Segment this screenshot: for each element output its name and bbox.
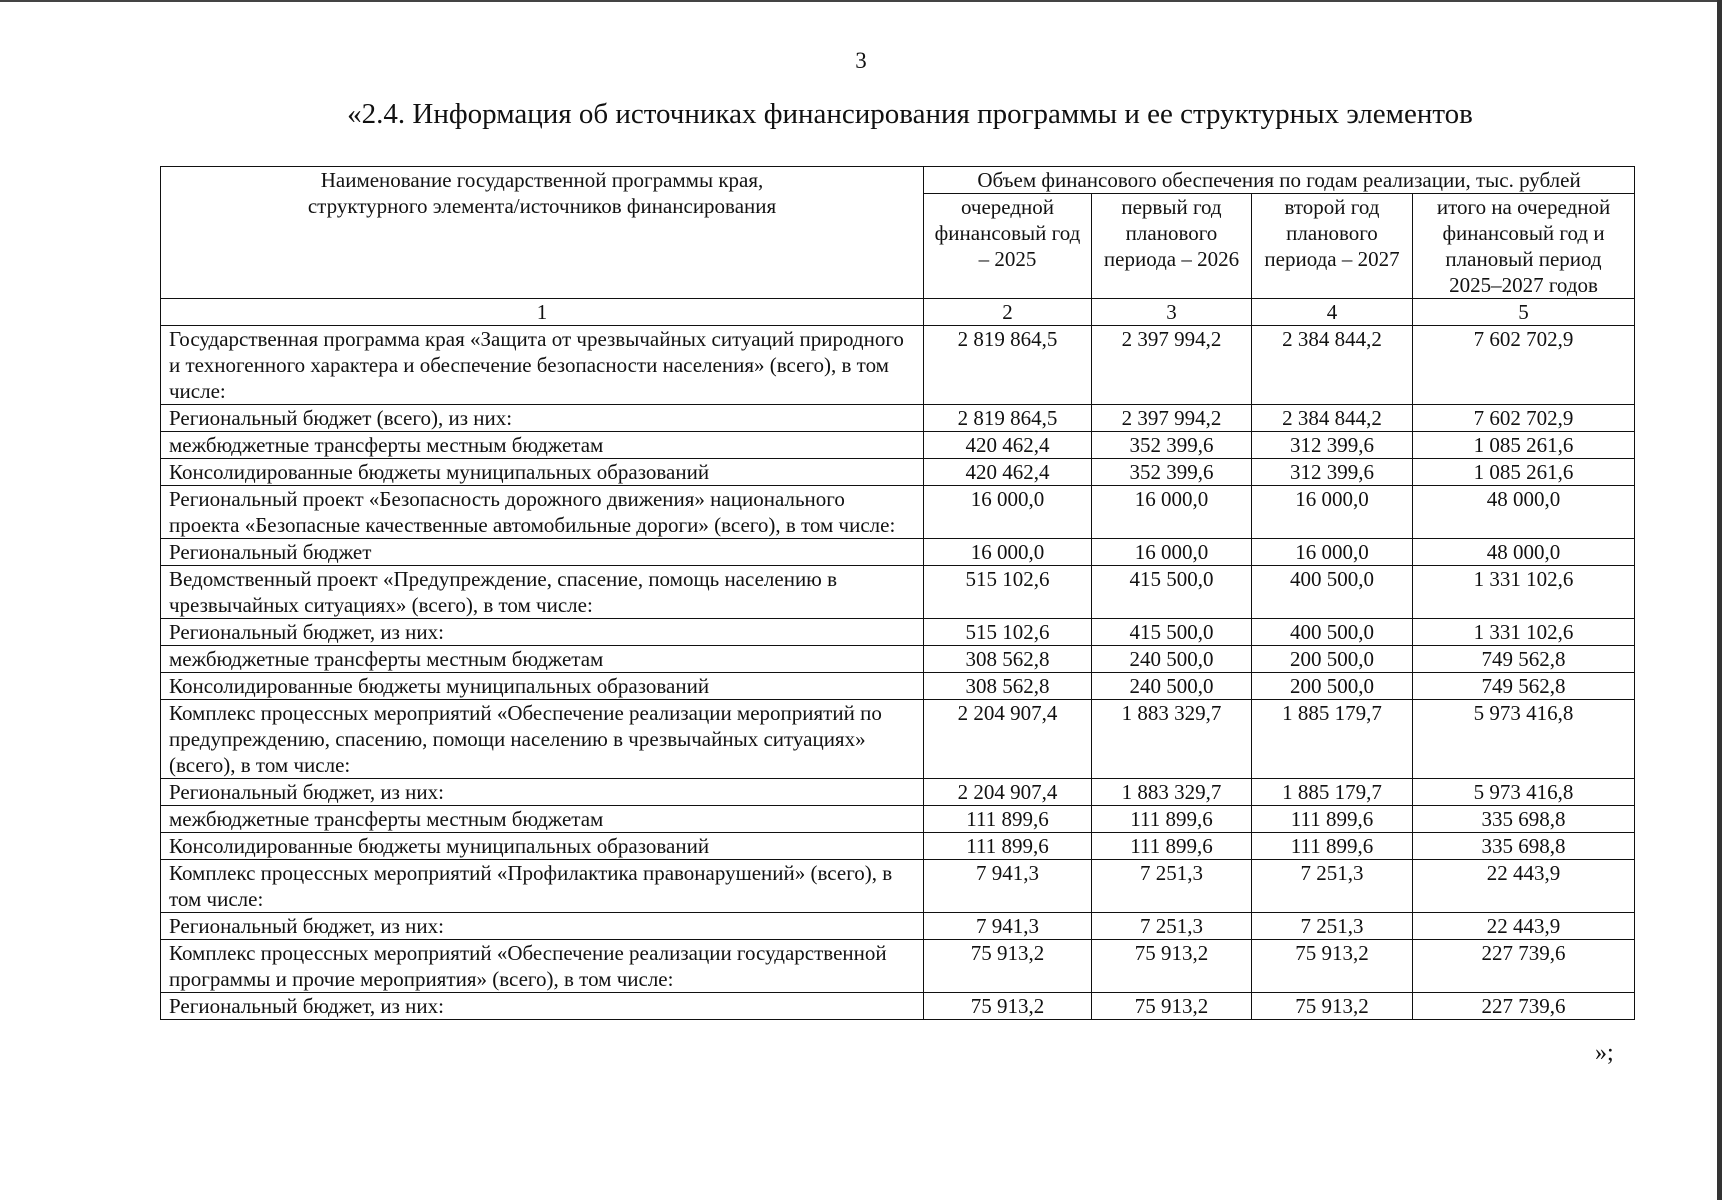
row-value-2026: 75 913,2 — [1092, 993, 1252, 1020]
col-number: 4 — [1252, 299, 1413, 326]
row-value-2026: 16 000,0 — [1092, 539, 1252, 566]
row-value-2026: 16 000,0 — [1092, 486, 1252, 539]
row-name: Комплекс процессных мероприятий «Обеспечение реализации государственной программы и прочие мероприятия» (всего), в том числе: — [161, 940, 924, 993]
row-value-2026: 240 500,0 — [1092, 646, 1252, 673]
row-value-2027: 400 500,0 — [1252, 566, 1413, 619]
row-value-2026: 7 251,3 — [1092, 860, 1252, 913]
row-value-2026: 415 500,0 — [1092, 619, 1252, 646]
row-value-total: 227 739,6 — [1413, 993, 1635, 1020]
row-value-2026: 415 500,0 — [1092, 566, 1252, 619]
row-value-2026: 1 883 329,7 — [1092, 779, 1252, 806]
row-value-2026: 1 883 329,7 — [1092, 700, 1252, 779]
row-value-total: 7 602 702,9 — [1413, 405, 1635, 432]
row-name: межбюджетные трансферты местным бюджетам — [161, 646, 924, 673]
row-value-2026: 111 899,6 — [1092, 833, 1252, 860]
row-value-2025: 2 819 864,5 — [924, 405, 1092, 432]
row-value-total: 5 973 416,8 — [1413, 779, 1635, 806]
row-value-2027: 2 384 844,2 — [1252, 326, 1413, 405]
table-row — [161, 700, 1635, 779]
financing-table — [160, 166, 1635, 1020]
row-value-total: 335 698,8 — [1413, 806, 1635, 833]
row-value-2025: 2 819 864,5 — [924, 326, 1092, 405]
row-value-2025: 420 462,4 — [924, 459, 1092, 486]
row-value-2025: 7 941,3 — [924, 913, 1092, 940]
row-value-2025: 515 102,6 — [924, 619, 1092, 646]
row-value-2026: 7 251,3 — [1092, 913, 1252, 940]
row-name: Региональный бюджет — [161, 539, 924, 566]
table-body — [161, 326, 1635, 1020]
row-value-2025: 75 913,2 — [924, 940, 1092, 993]
table-row — [161, 326, 1635, 405]
row-value-2026: 352 399,6 — [1092, 459, 1252, 486]
row-value-total: 48 000,0 — [1413, 486, 1635, 539]
header-name-col: Наименование государственной программы края, структурного элемента/источников финансирования — [161, 167, 924, 299]
row-value-total: 22 443,9 — [1413, 860, 1635, 913]
row-value-total: 7 602 702,9 — [1413, 326, 1635, 405]
row-name: межбюджетные трансферты местным бюджетам — [161, 806, 924, 833]
row-value-2025: 420 462,4 — [924, 432, 1092, 459]
row-value-2025: 111 899,6 — [924, 833, 1092, 860]
header-volume-group: Объем финансового обеспечения по годам реализации, тыс. рублей — [924, 167, 1635, 194]
table-row — [161, 779, 1635, 806]
row-value-total: 335 698,8 — [1413, 833, 1635, 860]
row-name: Региональный проект «Безопасность дорожного движения» национального проекта «Безопасные качественные автомобильные дороги» (всего), в том числе: — [161, 486, 924, 539]
table-row — [161, 993, 1635, 1020]
page-number: 3 — [855, 48, 867, 73]
row-value-total: 749 562,8 — [1413, 646, 1635, 673]
row-name: Региональный бюджет, из них: — [161, 913, 924, 940]
row-value-total: 227 739,6 — [1413, 940, 1635, 993]
row-value-2027: 200 500,0 — [1252, 646, 1413, 673]
row-name: Региональный бюджет, из них: — [161, 779, 924, 806]
column-number-row — [161, 299, 1635, 326]
row-value-2026: 240 500,0 — [1092, 673, 1252, 700]
row-value-2027: 200 500,0 — [1252, 673, 1413, 700]
row-name: Региональный бюджет, из них: — [161, 619, 924, 646]
table-row — [161, 860, 1635, 913]
row-value-total: 749 562,8 — [1413, 673, 1635, 700]
row-value-2025: 308 562,8 — [924, 673, 1092, 700]
row-value-2025: 111 899,6 — [924, 806, 1092, 833]
row-value-2025: 16 000,0 — [924, 486, 1092, 539]
row-name: Ведомственный проект «Предупреждение, спасение, помощь населению в чрезвычайных ситуациях» (всего), в том числе: — [161, 566, 924, 619]
row-value-total: 22 443,9 — [1413, 913, 1635, 940]
row-value-2027: 75 913,2 — [1252, 940, 1413, 993]
table-row — [161, 940, 1635, 993]
table-row — [161, 646, 1635, 673]
header-col-2027: второй год планового периода – 2027 — [1252, 194, 1413, 299]
row-value-2027: 400 500,0 — [1252, 619, 1413, 646]
table-row — [161, 833, 1635, 860]
table-row — [161, 566, 1635, 619]
row-value-total: 1 085 261,6 — [1413, 459, 1635, 486]
row-value-2027: 312 399,6 — [1252, 459, 1413, 486]
row-name: Комплекс процессных мероприятий «Обеспечение реализации мероприятий по предупреждению, спасению, помощи населению в чрезвычайных ситуациях» (всего), в том числе: — [161, 700, 924, 779]
row-value-2027: 2 384 844,2 — [1252, 405, 1413, 432]
row-value-2027: 312 399,6 — [1252, 432, 1413, 459]
col-number: 3 — [1092, 299, 1252, 326]
row-value-2026: 352 399,6 — [1092, 432, 1252, 459]
header-col-total: итого на очередной финансовый год и плановый период 2025–2027 годов — [1413, 194, 1635, 299]
row-value-total: 1 085 261,6 — [1413, 432, 1635, 459]
table-row — [161, 405, 1635, 432]
row-value-2027: 7 251,3 — [1252, 913, 1413, 940]
table-row — [161, 619, 1635, 646]
row-value-2025: 2 204 907,4 — [924, 779, 1092, 806]
row-name: Государственная программа края «Защита от чрезвычайных ситуаций природного и техногенного характера и обеспечение безопасности населения» (всего), в том числе: — [161, 326, 924, 405]
row-value-2025: 7 941,3 — [924, 860, 1092, 913]
row-value-2025: 75 913,2 — [924, 993, 1092, 1020]
row-value-2026: 2 397 994,2 — [1092, 405, 1252, 432]
row-value-2027: 1 885 179,7 — [1252, 779, 1413, 806]
row-value-2026: 75 913,2 — [1092, 940, 1252, 993]
row-value-total: 1 331 102,6 — [1413, 619, 1635, 646]
row-name: Консолидированные бюджеты муниципальных образований — [161, 833, 924, 860]
table-row — [161, 913, 1635, 940]
row-value-2027: 75 913,2 — [1252, 993, 1413, 1020]
row-value-total: 1 331 102,6 — [1413, 566, 1635, 619]
table-row — [161, 673, 1635, 700]
row-value-total: 5 973 416,8 — [1413, 700, 1635, 779]
table-row — [161, 432, 1635, 459]
row-value-2026: 2 397 994,2 — [1092, 326, 1252, 405]
table-row — [161, 486, 1635, 539]
row-value-2027: 7 251,3 — [1252, 860, 1413, 913]
row-value-2027: 111 899,6 — [1252, 833, 1413, 860]
row-value-2027: 111 899,6 — [1252, 806, 1413, 833]
scan-edge-top — [0, 0, 1722, 2]
row-value-2026: 111 899,6 — [1092, 806, 1252, 833]
row-name: Региональный бюджет (всего), из них: — [161, 405, 924, 432]
header-row-1 — [161, 167, 1635, 194]
scan-edge-right — [1717, 0, 1722, 1200]
row-value-2025: 16 000,0 — [924, 539, 1092, 566]
closing-quote: »; — [1595, 1040, 1614, 1066]
row-name: межбюджетные трансферты местным бюджетам — [161, 432, 924, 459]
row-value-2027: 1 885 179,7 — [1252, 700, 1413, 779]
row-value-2025: 515 102,6 — [924, 566, 1092, 619]
row-name: Консолидированные бюджеты муниципальных образований — [161, 673, 924, 700]
table-row — [161, 806, 1635, 833]
row-value-2025: 2 204 907,4 — [924, 700, 1092, 779]
row-value-2027: 16 000,0 — [1252, 486, 1413, 539]
header-col-2026: первый год планового периода – 2026 — [1092, 194, 1252, 299]
col-number: 2 — [924, 299, 1092, 326]
row-name: Консолидированные бюджеты муниципальных образований — [161, 459, 924, 486]
col-number: 1 — [161, 299, 924, 326]
section-title: «2.4. Информация об источниках финансирования программы и ее структурных элементов — [347, 98, 1473, 130]
row-name: Комплекс процессных мероприятий «Профилактика правонарушений» (всего), в том числе: — [161, 860, 924, 913]
row-name: Региональный бюджет, из них: — [161, 993, 924, 1020]
row-value-2027: 16 000,0 — [1252, 539, 1413, 566]
row-value-total: 48 000,0 — [1413, 539, 1635, 566]
row-value-2025: 308 562,8 — [924, 646, 1092, 673]
header-col-2025: очередной финансовый год – 2025 — [924, 194, 1092, 299]
col-number: 5 — [1413, 299, 1635, 326]
table-row — [161, 459, 1635, 486]
table-row — [161, 539, 1635, 566]
